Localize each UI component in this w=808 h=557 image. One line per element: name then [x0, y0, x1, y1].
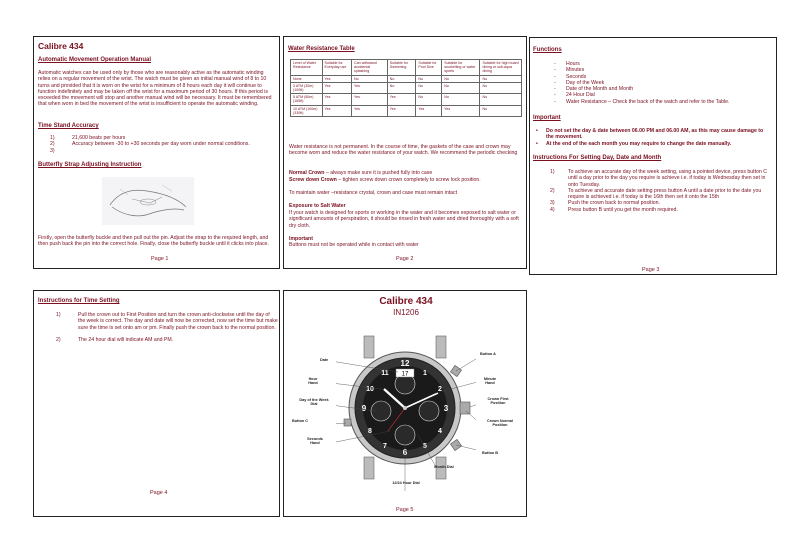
table-cell: Yes — [352, 82, 388, 93]
list-item — [50, 148, 275, 154]
section-heading-butterfly-strap: Butterfly Strap Adjusting Instruction — [38, 162, 142, 168]
table-header: Level of Water Resistance — [291, 60, 323, 76]
section-heading-automatic: Automatic Movement Operation Manual — [38, 57, 152, 63]
dial-numeral-9: 9 — [361, 404, 367, 413]
important-text: Buttons must not be operated while in contact with water — [289, 242, 419, 248]
list-item: • At the end of the each month you may require to change the date manually. — [536, 140, 732, 147]
table-cell: No — [480, 82, 522, 93]
table-cell: No — [442, 75, 480, 82]
label-month-dial: Month Dial — [434, 465, 454, 469]
section-heading-time-setting: Instructions for Time Setting — [38, 298, 120, 304]
list-text: To achieve an accurate day of the week setting, using a pointed device, press button C until a day prior to the day you require is achieve i.e. if today is Wednesday then set in onto Tuesday. — [568, 169, 767, 188]
table-cell: No — [416, 75, 442, 82]
table-cell: Yes — [416, 105, 442, 116]
list-number: 4) — [550, 206, 555, 213]
table-cell: Yes — [352, 94, 388, 105]
dial-numeral-7: 7 — [383, 443, 387, 450]
table-header: Suitable for Everyday use — [322, 60, 351, 76]
screw-crown-desc: – tighten screw down crown completely to screw lock position. — [336, 177, 481, 183]
watch-model: IN1206 — [393, 308, 419, 317]
list-number: 1) — [56, 312, 61, 318]
list-text: Date of the Month and Month — [566, 86, 634, 93]
table-cell: Yes — [387, 94, 416, 105]
table-cell: Yes — [322, 75, 351, 82]
watch-diagram — [336, 331, 476, 491]
page-number: Page 4 — [150, 490, 168, 496]
watch-illustration — [336, 331, 476, 491]
section-heading-important: Important — [533, 115, 561, 121]
table-cell: Yes — [442, 105, 480, 116]
dial-numeral-4: 4 — [438, 428, 442, 435]
list-number: 1) — [550, 169, 555, 175]
dial-numeral-12: 12 — [400, 359, 410, 368]
table-cell: No — [416, 94, 442, 105]
list-number: 2) — [550, 187, 555, 194]
list-item — [56, 312, 278, 331]
page-number: Page 1 — [151, 256, 169, 262]
list-item: • Do not set the day & date between 06.00 PM and 06.00 AM, as this may cause damage to the movement. — [536, 128, 772, 141]
section-heading-water-table: Water Resistance Table — [288, 46, 355, 52]
watch-title: Calibre 434 — [379, 296, 433, 307]
list-text: Accuracy between -30 to +30 seconds per day worn under normal conditions. — [72, 141, 250, 148]
dial-numeral-11: 11 — [381, 370, 389, 377]
list-text: Push the crown back to normal position. — [568, 200, 660, 207]
water-resistance-text: Water resistance is not permanent. In the course of time, the gaskets of the case and crown may become worn and reduce the water resistance of your watch. We recommend the periodic checking — [289, 144, 518, 157]
table-cell: Yes — [387, 105, 416, 116]
table-header: Suitable for high board diving or sub-aqua diving — [480, 60, 522, 76]
table-row — [291, 75, 522, 82]
dial-numeral-2: 2 — [438, 386, 442, 393]
page-number: Page 3 — [642, 267, 660, 273]
label-crown-normal-position: Crown Normal Position — [487, 419, 513, 428]
time-setting-list — [56, 312, 278, 343]
list-item: - 24 Hour Dial — [554, 92, 595, 99]
table-cell: None — [291, 75, 323, 82]
table-cell: Yes — [322, 105, 351, 116]
normal-crown-label: Normal Crown — [289, 170, 325, 176]
list-text: To achieve and accurate date setting press button A until a date prior to the date you require is achieved i.e. if today is the 16th then set it onto the 15th — [568, 187, 762, 201]
table-cell: Yes — [322, 82, 351, 93]
list-item: - Water Resistance – Check the back of the watch and refer to the Table. — [554, 98, 730, 105]
list-number: 1) — [50, 135, 55, 141]
list-item: - Day of the Week — [554, 79, 605, 86]
functions-list — [554, 61, 774, 105]
table-cell: 5 ATM (50m) (165ft) — [291, 94, 323, 105]
table-row — [291, 105, 522, 116]
salt-text: If your watch is designed for sports or working in the water and it becomes exposed to salt water or significant amounts of perspiration, it should be rinsed in fresh water and dried thoroughly with a soft dry cloth. — [289, 210, 519, 229]
table-cell: No — [480, 105, 522, 116]
label-hour-hand: Hour Hand — [308, 377, 318, 386]
list-item — [550, 207, 774, 213]
list-text: Minutes — [566, 67, 585, 74]
section-heading-functions: Functions — [533, 47, 562, 53]
table-cell: No — [442, 94, 480, 105]
table-header: Can withstand accidental splashing — [352, 60, 388, 76]
table-cell: No — [352, 75, 388, 82]
dial-numeral-6: 6 — [402, 448, 408, 457]
screw-crown-text — [289, 177, 523, 183]
dial-numeral-5: 5 — [423, 443, 427, 450]
table-cell: No — [480, 94, 522, 105]
list-text: The 24 hour dial will indicate AM and PM. — [78, 336, 174, 343]
list-item — [550, 188, 774, 201]
list-number: 3) — [550, 200, 555, 207]
list-item: - Seconds — [554, 73, 587, 80]
list-number: 2) — [56, 336, 61, 343]
table-header: Suitable for Pool Dive — [416, 60, 442, 76]
table-cell: 10 ATM (100m) (330ft) — [291, 105, 323, 116]
list-item — [56, 337, 278, 343]
page-5 — [283, 290, 527, 517]
label-seconds-hand: Seconds Hand — [307, 437, 323, 446]
time-stand-list — [50, 135, 275, 154]
list-text: At the end of the each month you may require to change the date manually. — [546, 140, 732, 147]
table-header-row — [291, 60, 522, 76]
list-number: 2) — [50, 141, 55, 148]
page-2 — [283, 36, 527, 269]
label-button-c: Button C — [292, 419, 309, 423]
list-text: Pull the crown out to First Position and turn the crown anti-clockwise until the day of the week is correct. The day and date will now be corrected, now set the time but make sure the time is set onto am or pm. Finally push the crown back to the normal position. — [78, 312, 278, 331]
table-cell: No — [387, 82, 416, 93]
page-1 — [33, 36, 280, 269]
list-text: 24 Hour Dial — [566, 92, 595, 99]
label-button-b: Button B — [482, 451, 499, 455]
table-row — [291, 82, 522, 93]
label-crown-first-position: Crown First Position — [487, 397, 509, 406]
butterfly-strap-illustration — [102, 177, 194, 225]
list-item — [50, 141, 275, 147]
dial-numeral-3: 3 — [443, 404, 449, 413]
list-text: Press button B until you get the month required. — [568, 206, 678, 213]
list-text: Water Resistance – Check the back of the watch and refer to the Table. — [566, 98, 730, 105]
important-heading: Important — [289, 236, 313, 242]
table-cell: No — [387, 75, 416, 82]
list-item — [550, 169, 774, 188]
table-header: Suitable for Swimming — [387, 60, 416, 76]
list-item: - Hours — [554, 61, 580, 67]
maintain-text: To maintain water –resistance crystal, crown and case must remain intact — [289, 190, 458, 196]
table-header: Suitable for snorkelling or water sports — [442, 60, 480, 76]
strap-text: Firstly, open the butterfly buckle and then pull out the pin. Adjust the strap to the required length, and then push back the pin into the correct hole. Finally, close the butterfly buckle until it clicks into place. — [38, 235, 269, 248]
dial-numeral-8: 8 — [368, 428, 372, 435]
table-cell: Yes — [322, 94, 351, 105]
list-item: - Date of the Month and Month — [554, 86, 634, 93]
normal-crown-desc: – always make sure it is pushed fully into case — [324, 170, 433, 176]
label-button-a: Button A — [480, 352, 496, 356]
important-list — [536, 128, 772, 147]
list-text: Day of the Week — [566, 79, 605, 86]
table-cell: No — [442, 82, 480, 93]
table-row — [291, 94, 522, 105]
label-24-hour-dial: 12/24 Hour Dial — [392, 481, 420, 485]
label-minute-hand: Minute Hand — [483, 377, 497, 386]
list-number: 3) — [50, 147, 55, 154]
date-window-value: 17 — [401, 371, 409, 378]
label-date: Date — [320, 358, 329, 362]
table-cell: 3 ATM (30m) (100ft) — [291, 82, 323, 93]
dial-numeral-1: 1 — [423, 370, 427, 377]
screw-crown-label: Screw down Crown — [289, 177, 337, 183]
label-day-of-week-dial: Day of the Week Dial — [299, 398, 329, 407]
list-text: Do not set the day & date between 06.00 PM and 06.00 AM, as this may cause damage to the movement. — [546, 128, 764, 141]
section-heading-time-stand: Time Stand Accuracy — [38, 123, 99, 129]
section-heading-setting: Instructions For Setting Day, Date and Month — [533, 155, 662, 161]
page-4 — [33, 290, 280, 517]
page-number: Page 5 — [396, 507, 414, 513]
normal-crown-text — [289, 170, 523, 176]
page-title: Calibre 434 — [38, 41, 84, 51]
table-cell: Yes — [352, 105, 388, 116]
list-item: - Minutes — [554, 67, 585, 74]
salt-heading: Exposure to Salt Water — [289, 203, 346, 209]
list-text: 21,600 beats per hours — [72, 135, 126, 141]
list-text: Seconds — [566, 73, 587, 80]
water-resistance-table — [290, 59, 522, 117]
page-3 — [529, 37, 777, 275]
list-text: Hours — [566, 61, 580, 67]
page-number: Page 2 — [396, 256, 414, 262]
table-cell: No — [480, 75, 522, 82]
table-cell: No — [416, 82, 442, 93]
setting-list — [550, 169, 774, 213]
dial-numeral-10: 10 — [366, 386, 374, 393]
automatic-text: Automatic watches can be used only by those who are reasonably active as the automatic winding relies on a regular movement of the wrist. The watch must be given an initial manual wind of 8 to 10 turns and provided that it is worn on the wrist for a minimum of 8 hours each day it will continue to function indefinitely and may be taken off the wrist for a maximum period of 30 hours. If this period is exceeded the movement will stop and another manual wind will be necessary. It must be remembered that when worn in bed the movement of the wrist is insufficient to operate the automatic winding. — [38, 70, 272, 108]
